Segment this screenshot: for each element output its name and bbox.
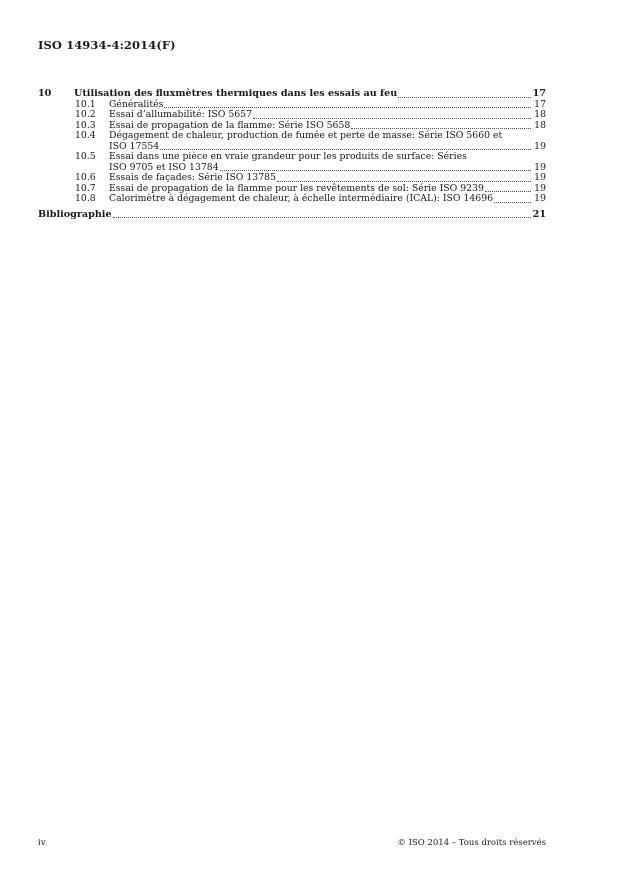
toc-entry-title: Utilisation des fluxmètres thermiques dans les essais au feu (74, 88, 398, 99)
toc-entry-title-line-1: Dégagement de chaleur, production de fumée et perte de masse: Série ISO 5660 et (109, 130, 503, 141)
toc-entry-number: 10.4 (75, 130, 96, 141)
toc-entry-title-line-2: ISO 17554 (109, 140, 160, 152)
copyright-notice: © ISO 2014 – Tous droits réservés (397, 838, 546, 848)
toc-entry-number: 10.2 (75, 109, 96, 120)
toc-entry-page: 19 (534, 140, 546, 152)
dot-leader (253, 118, 531, 119)
toc-entry-page: 19 (534, 161, 546, 173)
toc-entry-page: 18 (534, 109, 546, 120)
dot-leader (220, 170, 531, 171)
toc-entry-page: 19 (534, 193, 546, 204)
toc-entry-number: 10.5 (75, 151, 96, 162)
toc-entry-title-line-2: ISO 9705 et ISO 13784 (109, 161, 219, 173)
dot-leader (164, 107, 531, 108)
toc-entry-10-6[interactable] (38, 173, 546, 184)
toc-entry-page: 17 (534, 98, 546, 110)
toc-entry-number: 10.8 (75, 193, 96, 204)
toc-entry-page: 18 (534, 119, 546, 131)
dot-leader (351, 128, 531, 129)
dot-leader (160, 149, 531, 150)
toc-entry-number: 10.6 (75, 172, 96, 183)
toc-entry-page: 17 (532, 88, 546, 99)
toc-entry-number: 10.1 (75, 98, 96, 110)
toc-entry-number: 10 (38, 88, 52, 99)
toc-entry-title: Essai d’allumabilité: ISO 5657 (109, 109, 253, 120)
toc-entry-number: 10.7 (75, 182, 96, 194)
toc-entry-10-4[interactable] (38, 131, 546, 152)
toc-entry-title: Généralités (109, 98, 164, 110)
toc-entry-page: 19 (534, 182, 546, 194)
page-number: iv (38, 838, 46, 848)
toc-entry-title: Essais de façades: Série ISO 13785 (109, 172, 276, 183)
dot-leader (494, 202, 531, 203)
dot-leader (398, 97, 531, 98)
dot-leader (485, 191, 531, 192)
toc-entry-bibliography[interactable] (38, 209, 546, 221)
toc-entry-title: Bibliographie (38, 208, 112, 220)
toc-entry-number: 10.3 (75, 119, 96, 131)
toc-entry-page: 21 (532, 208, 546, 220)
dot-leader (113, 217, 531, 218)
toc-entry-10-8[interactable] (38, 194, 546, 205)
dot-leader (277, 181, 531, 182)
toc-entry-title: Essai de propagation de la flamme pour les revêtements de sol: Série ISO 9239 (109, 182, 484, 194)
toc-entry-title: Calorimètre à dégagement de chaleur, à échelle intermédiaire (ICAL): ISO 14696 (109, 193, 494, 204)
document-id: ISO 14934-4:2014(F) (38, 38, 176, 52)
toc-entry-title-line-1: Essai dans une pièce en vraie grandeur pour les produits de surface: Séries (109, 151, 467, 162)
table-of-contents (38, 88, 546, 220)
toc-entry-10-5[interactable] (38, 152, 546, 173)
toc-entry-page: 19 (534, 172, 546, 183)
toc-entry-10-2[interactable] (38, 110, 546, 121)
toc-entry-chapter-10[interactable] (38, 88, 546, 100)
toc-entry-title: Essai de propagation de la flamme: Série ISO 5658 (109, 119, 351, 131)
